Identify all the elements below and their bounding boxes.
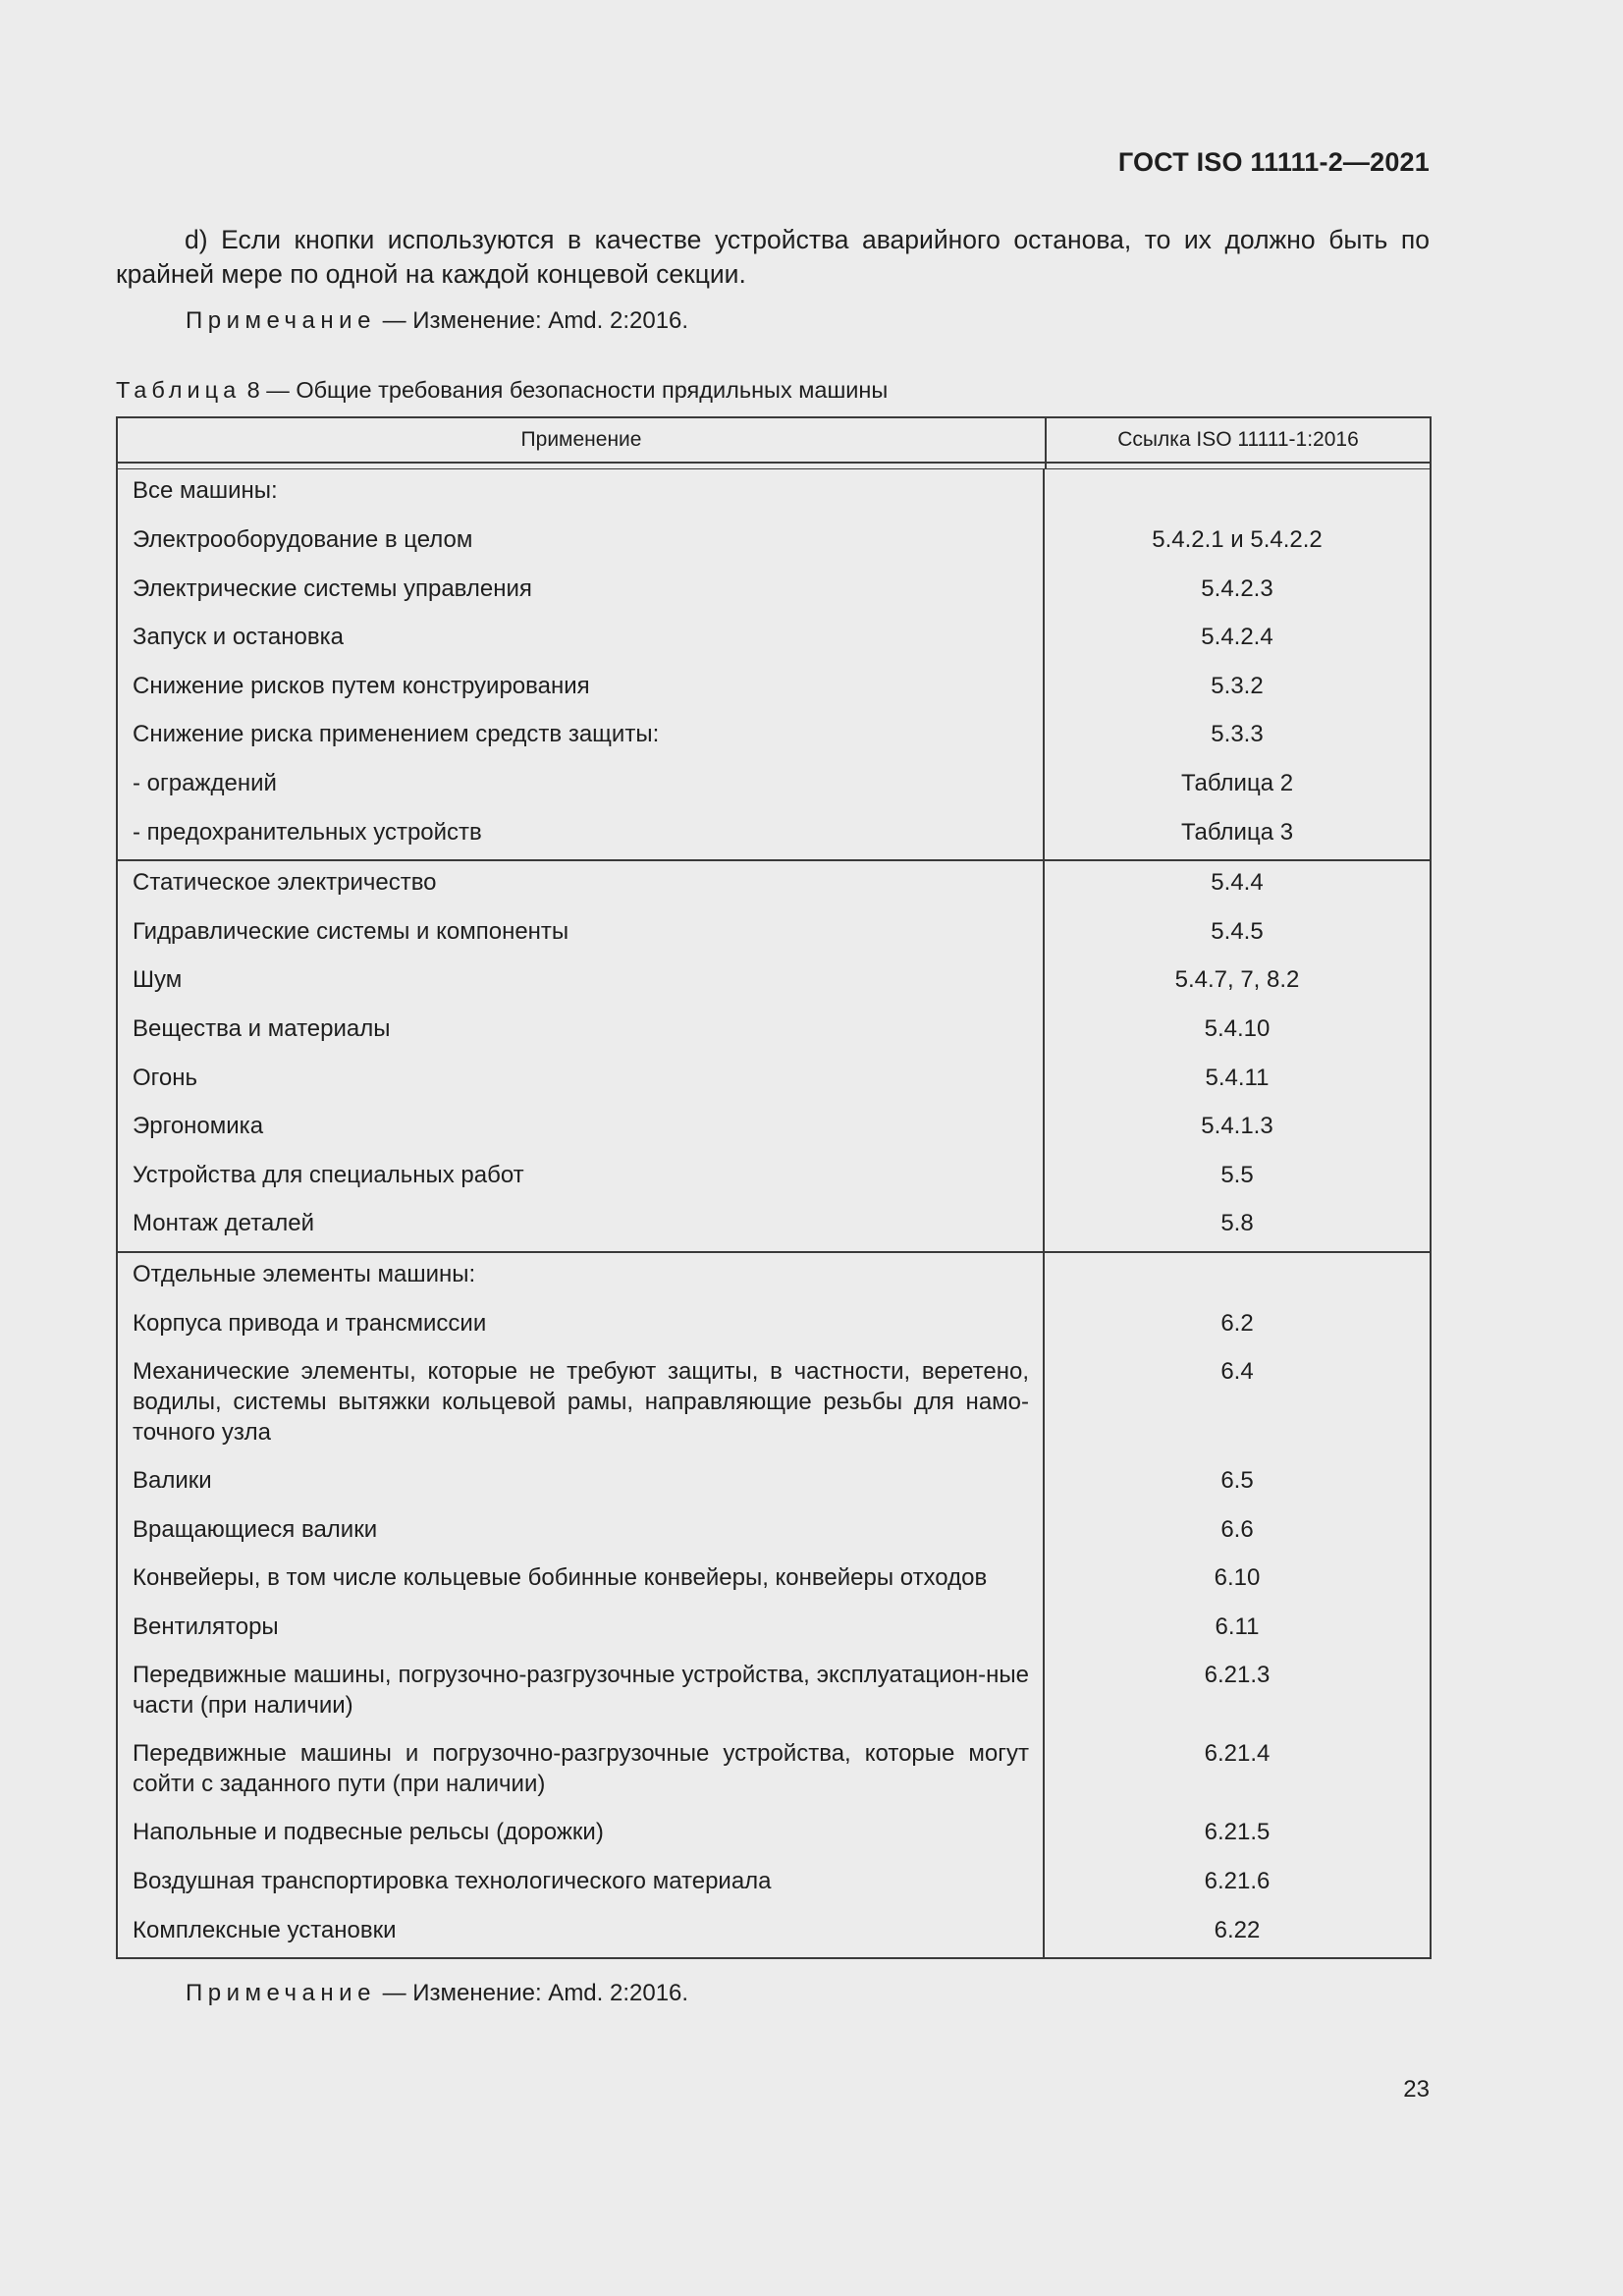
cell-reference: Таблица 3: [1180, 818, 1294, 846]
cell-reference: Таблица 2: [1180, 769, 1294, 796]
cell-reference: 5.4.2.3: [1201, 574, 1273, 602]
cell-reference: 6.5: [1220, 1467, 1254, 1495]
document-code: ГОСТ ISO 11111-2—2021: [1117, 147, 1430, 177]
table-caption: [116, 377, 888, 404]
note-label: Примечание: [186, 307, 376, 334]
cell-application: Статическое электричество: [118, 861, 1045, 910]
cell-application: Вещества и материалы: [118, 1008, 1045, 1057]
table-row: [118, 665, 1430, 714]
table-row: [118, 910, 1430, 959]
table-row: [118, 811, 1430, 860]
cell-application: Передвижные машины, погрузочно-разгрузочные устройства, эксплуатацион-ные части (при наличии): [118, 1654, 1045, 1732]
cell-reference: 5.5: [1220, 1161, 1254, 1188]
cell-application: Воздушная транспортировка технологического материала: [118, 1860, 1045, 1909]
table-group: [118, 861, 1430, 1253]
header-application: Применение: [118, 418, 1047, 462]
cell-reference: 5.8: [1220, 1210, 1254, 1237]
cell-application: Монтаж деталей: [118, 1202, 1045, 1251]
table-row: [118, 762, 1430, 811]
table-row: [118, 1105, 1430, 1154]
cell-reference: 6.6: [1220, 1515, 1254, 1543]
cell-application: Конвейеры, в том числе кольцевые бобинные конвейеры, конвейеры отходов: [118, 1557, 1045, 1606]
note-bottom: [186, 1980, 688, 2007]
cell-reference: 6.21.6: [1204, 1868, 1271, 1895]
cell-application: - ограждений: [118, 762, 1045, 811]
table-body: [118, 469, 1430, 1957]
cell-reference: 6.11: [1215, 1613, 1260, 1640]
cell-reference: [1045, 1253, 1430, 1302]
cell-application: Электрооборудование в целом: [118, 519, 1045, 568]
cell-application: Устройства для специальных работ: [118, 1154, 1045, 1203]
intro-paragraph: d) Если кнопки используются в качестве устройства аварийного останова, то их должно быть по крайней мере по одной на каждой концевой секции.: [116, 225, 1430, 289]
table-row: [118, 1860, 1430, 1909]
cell-reference: 6.21.4: [1204, 1740, 1271, 1768]
cell-reference: 5.4.4: [1211, 869, 1264, 897]
cell-application: Электрические системы управления: [118, 568, 1045, 617]
cell-reference: 5.4.7, 7, 8.2: [1174, 966, 1300, 994]
table-row: [118, 616, 1430, 665]
cell-application: Гидравлические системы и компоненты: [118, 910, 1045, 959]
table-row: [118, 1154, 1430, 1203]
cell-application: Все машины:: [118, 469, 1045, 519]
table-row: [118, 1732, 1430, 1811]
cell-reference: 6.10: [1214, 1564, 1261, 1592]
table-row: [118, 568, 1430, 617]
cell-application: Огонь: [118, 1057, 1045, 1106]
cell-application: Механические элементы, которые не требуют защиты, в частности, веретено, водилы, системы вытяжки кольцевой рамы, направляющие резьбы для намо-точного узла: [118, 1350, 1045, 1459]
table-row: [118, 1302, 1430, 1351]
table-row: [118, 861, 1430, 910]
table-row: [118, 1606, 1430, 1655]
cell-application: Напольные и подвесные рельсы (дорожки): [118, 1811, 1045, 1860]
cell-reference: 5.4.1.3: [1201, 1113, 1273, 1140]
note-text: — Изменение: Amd. 2:2016.: [375, 307, 689, 334]
table-group: [118, 469, 1430, 861]
cell-reference: 5.4.2.4: [1201, 624, 1273, 651]
cell-application: Вентиляторы: [118, 1606, 1045, 1655]
table-row: [118, 519, 1430, 568]
cell-application: Снижение рисков путем конструирования: [118, 665, 1045, 714]
cell-application: Запуск и остановка: [118, 616, 1045, 665]
table-row: [118, 1057, 1430, 1106]
table-row: [118, 1654, 1430, 1732]
table-row: [118, 1459, 1430, 1508]
cell-application: Корпуса привода и трансмиссии: [118, 1302, 1045, 1351]
table-row: [118, 1202, 1430, 1251]
cell-reference: 5.3.2: [1211, 672, 1264, 699]
cell-reference: 6.22: [1214, 1916, 1261, 1943]
table-header: [118, 418, 1430, 464]
cell-reference: 6.4: [1220, 1358, 1254, 1386]
table-row: [118, 1253, 1430, 1302]
header-reference: Ссылка ISO 11111-1:2016: [1117, 428, 1359, 451]
cell-application: Комплексные установки: [118, 1909, 1045, 1958]
note-text: — Изменение: Amd. 2:2016.: [375, 1980, 689, 2006]
cell-application: Эргономика: [118, 1105, 1045, 1154]
note-top: [186, 307, 688, 335]
cell-reference: 5.4.2.1 и 5.4.2.2: [1152, 526, 1323, 553]
table-row: [118, 1008, 1430, 1057]
cell-reference: 6.21.5: [1204, 1819, 1271, 1846]
cell-reference: 6.21.3: [1204, 1662, 1271, 1689]
cell-reference: 5.3.3: [1211, 721, 1264, 748]
cell-application: - предохранительных устройств: [118, 811, 1045, 860]
cell-application: Передвижные машины и погрузочно-разгрузочные устройства, которые могут сойти с заданного пути (при наличии): [118, 1732, 1045, 1811]
cell-application: Вращающиеся валики: [118, 1508, 1045, 1558]
table-row: [118, 958, 1430, 1008]
table-row: [118, 1811, 1430, 1860]
cell-reference: 6.2: [1220, 1309, 1254, 1337]
cell-application: Снижение риска применением средств защиты:: [118, 713, 1045, 762]
cell-reference: 5.4.5: [1211, 917, 1264, 945]
cell-application: Валики: [118, 1459, 1045, 1508]
table-group: [118, 1253, 1430, 1957]
table-row: [118, 1557, 1430, 1606]
cell-application: Шум: [118, 958, 1045, 1008]
table-row: [118, 1508, 1430, 1558]
cell-reference: 5.4.11: [1205, 1064, 1270, 1091]
requirements-table: [116, 416, 1432, 1959]
table-row: [118, 469, 1430, 519]
cell-reference: [1045, 469, 1430, 519]
page-number: 23: [1403, 2076, 1430, 2103]
table-row: [118, 1909, 1430, 1958]
table-caption-label: Таблица: [116, 377, 242, 403]
cell-reference: 5.4.10: [1204, 1014, 1271, 1042]
table-caption-text: 8 — Общие требования безопасности прядильных машины: [241, 377, 889, 403]
table-row: [118, 1350, 1430, 1459]
cell-application: Отдельные элементы машины:: [118, 1253, 1045, 1302]
table-row: [118, 713, 1430, 762]
note-label: Примечание: [186, 1980, 376, 2006]
